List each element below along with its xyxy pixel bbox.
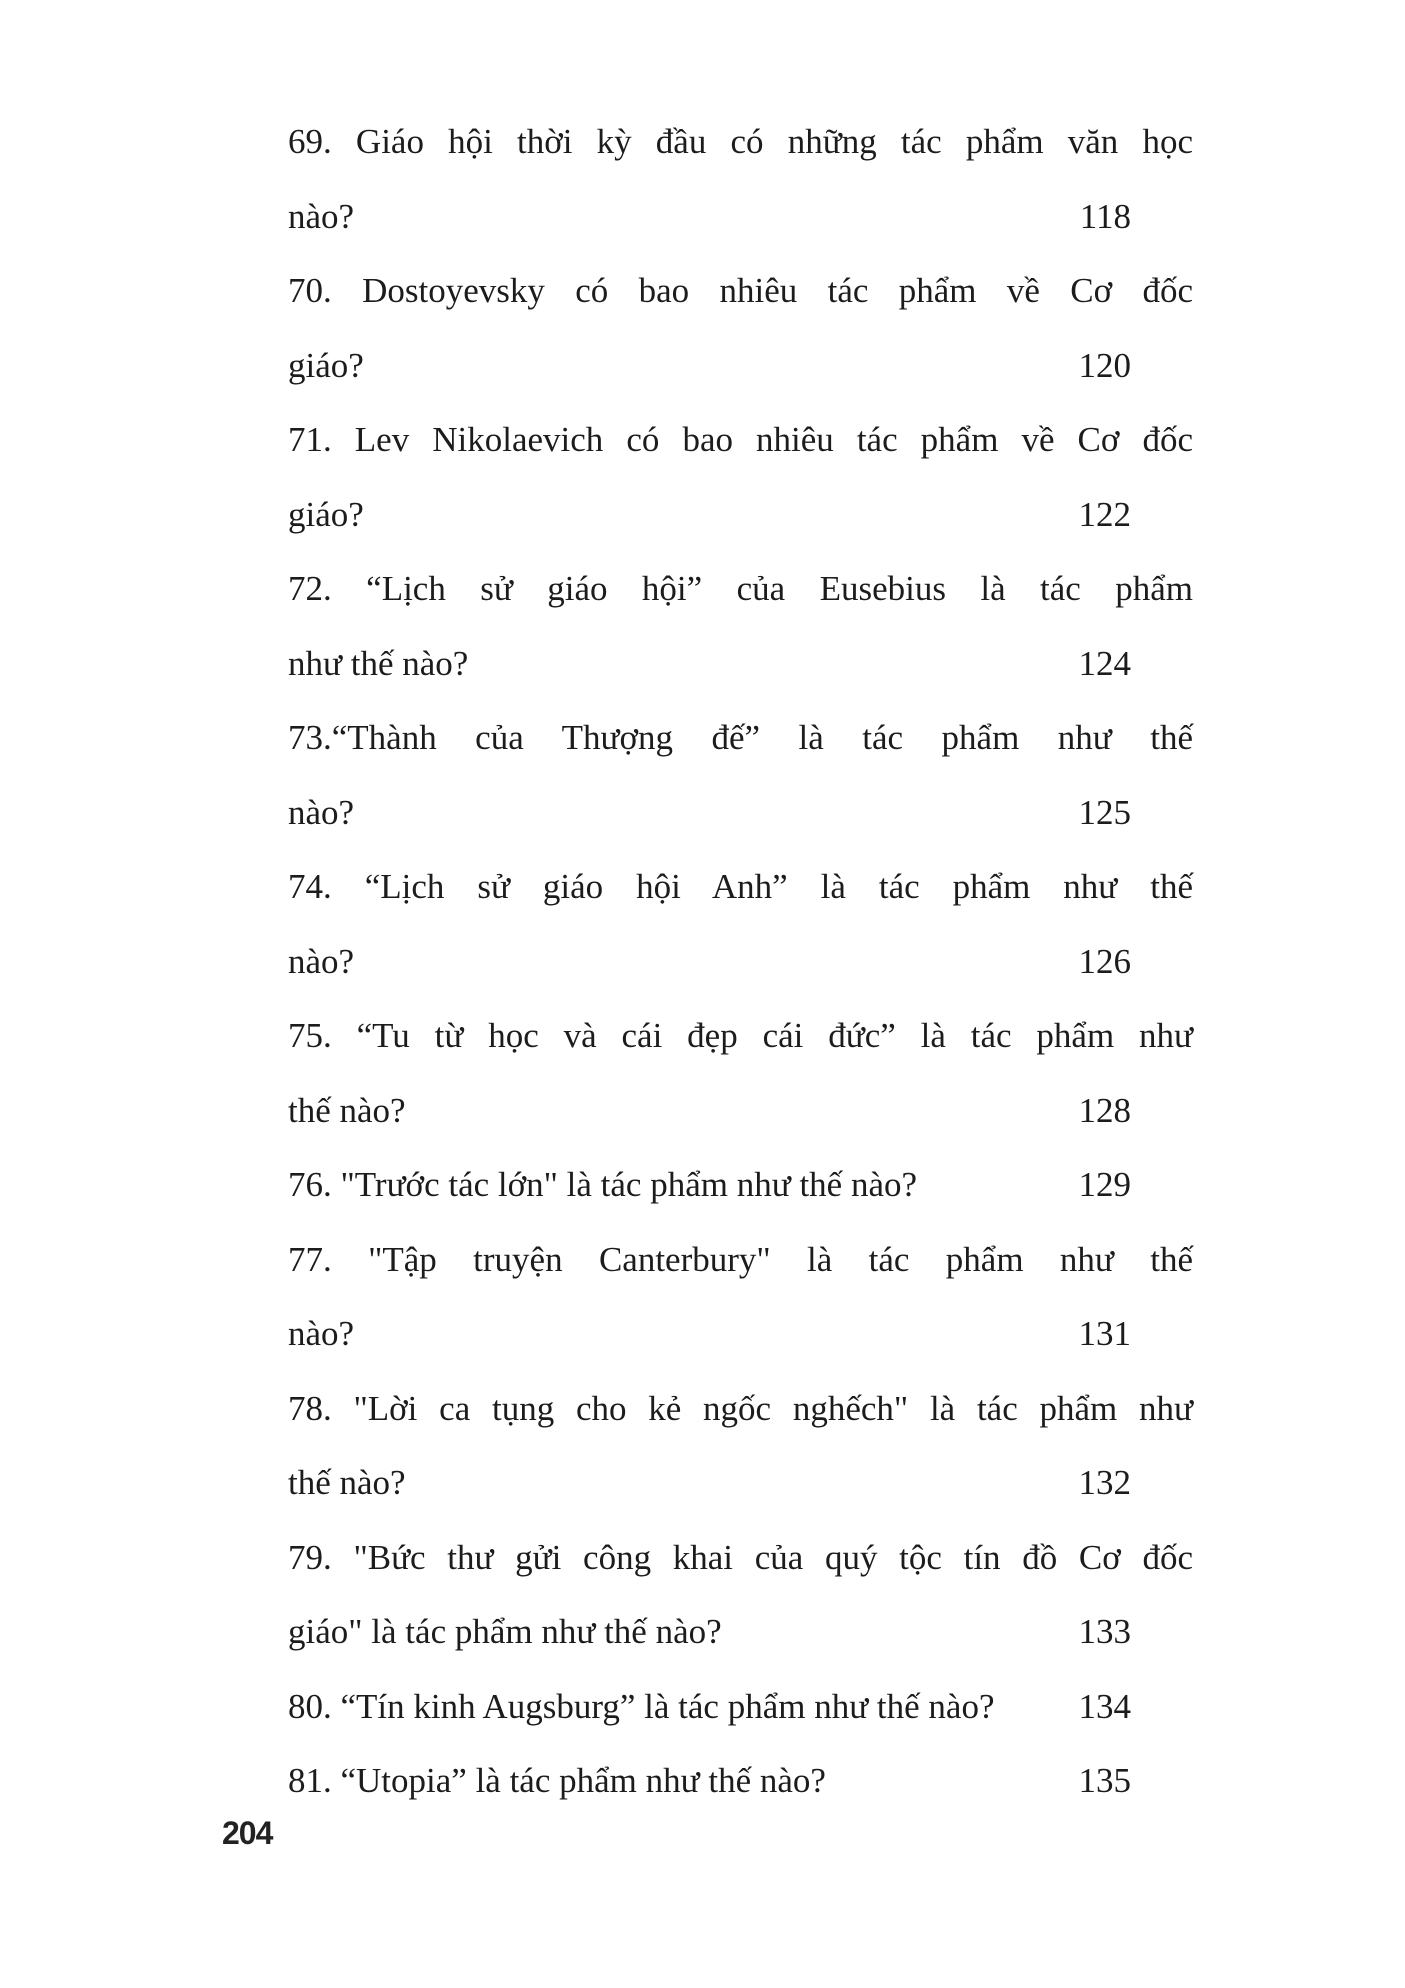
- toc-page-number: 129: [1078, 1165, 1131, 1204]
- toc-entry-line: [288, 999, 1193, 1074]
- toc-entry-text: nào?: [288, 196, 355, 236]
- toc-page-number: 120: [1078, 345, 1131, 385]
- toc-entry-text: nào?: [288, 1314, 355, 1353]
- toc-entry-line: [288, 1148, 1193, 1223]
- toc-entry-line: [288, 403, 1193, 478]
- toc-entry-text: nào?: [288, 941, 355, 981]
- toc-entry-line: [288, 1595, 1193, 1670]
- toc-entry-text: giáo?: [288, 345, 364, 385]
- page-number: 204: [222, 1815, 273, 1851]
- toc-entry-text: 71. Lev Nikolaevich có bao nhiêu tác phẩm về Cơ đốc: [288, 420, 1193, 459]
- toc-page-number: 125: [1078, 792, 1131, 832]
- toc-entry-line: [288, 1521, 1193, 1596]
- toc-entry-line: [288, 701, 1193, 776]
- toc-entry-text: 78. "Lời ca tụng cho kẻ ngốc nghếch" là tác phẩm như: [288, 1388, 1193, 1428]
- table-of-contents: [288, 105, 1193, 1819]
- toc-page-number: 126: [1078, 941, 1131, 981]
- toc-entry-line: [288, 552, 1193, 627]
- toc-entry-line: [288, 1372, 1193, 1447]
- toc-page-number: 131: [1078, 1314, 1131, 1353]
- toc-entry-line: [288, 1744, 1193, 1819]
- toc-entry-line: [288, 254, 1193, 329]
- toc-page-number: 135: [1078, 1761, 1131, 1800]
- toc-page-number: 134: [1078, 1686, 1131, 1726]
- toc-entry-text: thế nào?: [288, 1090, 406, 1130]
- toc-entry-line: [288, 776, 1193, 851]
- toc-entry-line: [288, 627, 1193, 702]
- toc-entry-text: nào?: [288, 792, 355, 832]
- toc-entry-text: 81. “Utopia” là tác phẩm như thế nào?: [288, 1761, 826, 1800]
- toc-entry-line: [288, 1446, 1193, 1521]
- toc-entry-line: [288, 329, 1193, 404]
- toc-entry-line: [288, 925, 1193, 1000]
- toc-entry-text: 76. "Trước tác lớn" là tác phẩm như thế nào?: [288, 1165, 918, 1204]
- toc-entry-line: [288, 1223, 1193, 1298]
- toc-entry-text: giáo" là tác phẩm như thế nào?: [288, 1612, 722, 1651]
- toc-entry-line: [288, 1297, 1193, 1372]
- toc-page-number: 132: [1078, 1463, 1131, 1502]
- toc-entry-text: 70. Dostoyevsky có bao nhiêu tác phẩm về Cơ đốc: [288, 271, 1193, 310]
- toc-entry-text: 69. Giáo hội thời kỳ đầu có những tác phẩm văn học: [288, 122, 1193, 161]
- toc-entry-line: [288, 1670, 1193, 1745]
- toc-entry-text: 79. "Bức thư gửi công khai của quý tộc tín đồ Cơ đốc: [288, 1537, 1193, 1577]
- toc-page-number: 128: [1078, 1090, 1131, 1130]
- toc-entry-line: [288, 1074, 1193, 1149]
- toc-page-number: 133: [1078, 1612, 1131, 1651]
- toc-entry-text: 74. “Lịch sử giáo hội Anh” là tác phẩm như thế: [288, 867, 1193, 906]
- toc-entry-text: như thế nào?: [288, 643, 469, 683]
- toc-entry-text: thế nào?: [288, 1463, 406, 1502]
- toc-entry-line: [288, 105, 1193, 180]
- toc-page-number: 118: [1079, 196, 1131, 236]
- toc-entry-line: [288, 850, 1193, 925]
- toc-entry-text: 73.“Thành của Thượng đế” là tác phẩm như thế: [288, 718, 1193, 757]
- toc-entry-text: giáo?: [288, 494, 364, 534]
- toc-entry-text: 75. “Tu từ học và cái đẹp cái đức” là tác phẩm như: [288, 1016, 1193, 1055]
- toc-entry-text: 80. “Tín kinh Augsburg” là tác phẩm như thế nào?: [288, 1686, 995, 1726]
- toc-entry-line: [288, 478, 1193, 553]
- toc-entry-text: 77. "Tập truyện Canterbury" là tác phẩm như thế: [288, 1239, 1193, 1279]
- toc-page-number: 124: [1078, 643, 1131, 683]
- toc-entry-text: 72. “Lịch sử giáo hội” của Eusebius là tác phẩm: [288, 569, 1193, 608]
- toc-page-number: 122: [1078, 494, 1131, 534]
- toc-entry-line: [288, 180, 1193, 255]
